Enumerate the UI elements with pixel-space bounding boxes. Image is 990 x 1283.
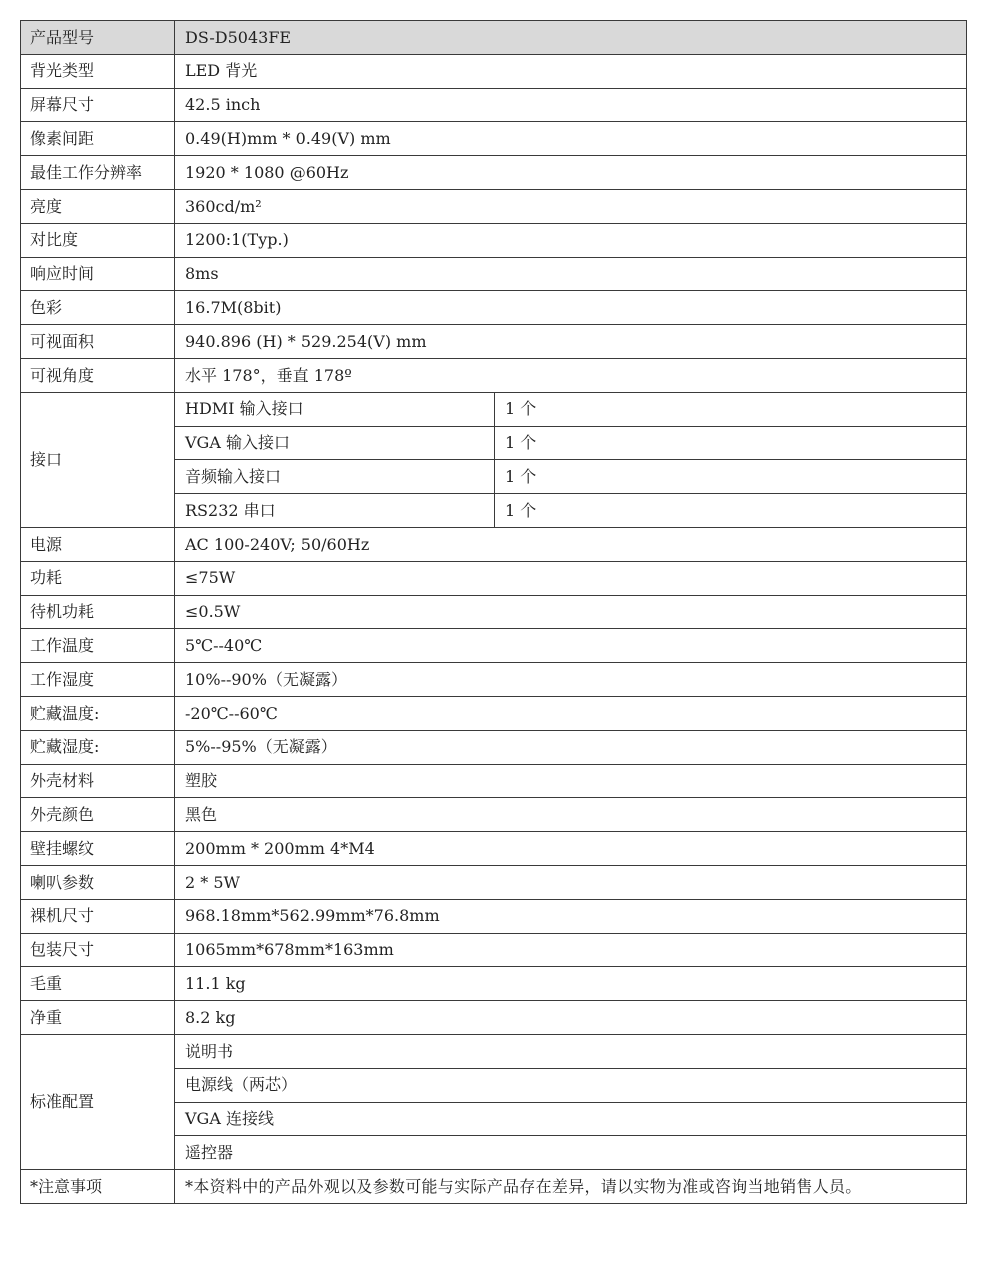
row-label: 响应时间: [21, 257, 175, 291]
table-row: [21, 358, 967, 392]
row-value: 11.1 kg: [175, 967, 967, 1001]
interface-name: RS232 串口: [175, 494, 495, 528]
row-label: 可视面积: [21, 325, 175, 359]
interface-name: HDMI 输入接口: [175, 392, 495, 426]
row-value: 8ms: [175, 257, 967, 291]
config-row: [21, 1034, 967, 1068]
row-value: 0.49(H)mm * 0.49(V) mm: [175, 122, 967, 156]
interface-name: 音频输入接口: [175, 460, 495, 494]
row-value: 1920 * 1080 @60Hz: [175, 156, 967, 190]
row-label: 壁挂螺纹: [21, 832, 175, 866]
row-label: 屏幕尺寸: [21, 88, 175, 122]
row-label: 喇叭参数: [21, 865, 175, 899]
row-label: 净重: [21, 1001, 175, 1035]
table-header-row: [21, 21, 967, 55]
row-label: 贮藏湿度:: [21, 730, 175, 764]
row-label: 外壳颜色: [21, 798, 175, 832]
row-value: 黑色: [175, 798, 967, 832]
config-label: 标准配置: [21, 1034, 175, 1169]
header-label: 产品型号: [21, 21, 175, 55]
row-value: 360cd/m²: [175, 189, 967, 223]
row-value: LED 背光: [175, 54, 967, 88]
row-label: 色彩: [21, 291, 175, 325]
row-label: 电源: [21, 527, 175, 561]
row-value: 5%--95%（无凝露）: [175, 730, 967, 764]
table-row: [21, 527, 967, 561]
row-label: 待机功耗: [21, 595, 175, 629]
table-row: [21, 764, 967, 798]
table-row: [21, 595, 967, 629]
row-value: 2 * 5W: [175, 865, 967, 899]
table-row: [21, 865, 967, 899]
table-row: [21, 156, 967, 190]
row-value: AC 100-240V; 50/60Hz: [175, 527, 967, 561]
row-value: 968.18mm*562.99mm*76.8mm: [175, 899, 967, 933]
table-row: [21, 832, 967, 866]
interface-count: 1 个: [495, 494, 967, 528]
table-row: [21, 967, 967, 1001]
header-value: DS-D5043FE: [175, 21, 967, 55]
row-value: 塑胶: [175, 764, 967, 798]
table-row: [21, 629, 967, 663]
row-value: 1200:1(Typ.): [175, 223, 967, 257]
row-label: 外壳材料: [21, 764, 175, 798]
row-value: 8.2 kg: [175, 1001, 967, 1035]
row-label: 包装尺寸: [21, 933, 175, 967]
interface-count: 1 个: [495, 426, 967, 460]
table-row: [21, 561, 967, 595]
row-value: 200mm * 200mm 4*M4: [175, 832, 967, 866]
row-value: -20℃--60℃: [175, 696, 967, 730]
row-label: 可视角度: [21, 358, 175, 392]
interface-count: 1 个: [495, 460, 967, 494]
table-row: [21, 189, 967, 223]
interface-name: VGA 输入接口: [175, 426, 495, 460]
table-row: [21, 798, 967, 832]
row-label: 最佳工作分辨率: [21, 156, 175, 190]
table-row: [21, 933, 967, 967]
row-label: 背光类型: [21, 54, 175, 88]
interface-count: 1 个: [495, 392, 967, 426]
row-label: 毛重: [21, 967, 175, 1001]
config-item: 遥控器: [175, 1136, 967, 1170]
table-row: [21, 899, 967, 933]
interface-label: 接口: [21, 392, 175, 527]
row-label: 工作温度: [21, 629, 175, 663]
notice-row: [21, 1170, 967, 1204]
table-row: [21, 1001, 967, 1035]
row-value: 940.896 (H) * 529.254(V) mm: [175, 325, 967, 359]
row-value: ≤75W: [175, 561, 967, 595]
row-value: 5℃--40℃: [175, 629, 967, 663]
row-value: ≤0.5W: [175, 595, 967, 629]
spec-table: [20, 20, 967, 1204]
row-value: 1065mm*678mm*163mm: [175, 933, 967, 967]
row-label: 对比度: [21, 223, 175, 257]
row-label: 亮度: [21, 189, 175, 223]
table-row: [21, 122, 967, 156]
row-label: 像素间距: [21, 122, 175, 156]
table-row: [21, 54, 967, 88]
row-label: 贮藏温度:: [21, 696, 175, 730]
row-value: 水平 178°，垂直 178º: [175, 358, 967, 392]
row-label: 功耗: [21, 561, 175, 595]
row-label: 裸机尺寸: [21, 899, 175, 933]
table-row: [21, 291, 967, 325]
table-row: [21, 663, 967, 697]
config-item: 电源线（两芯）: [175, 1068, 967, 1102]
row-value: 16.7M(8bit): [175, 291, 967, 325]
row-label: 工作湿度: [21, 663, 175, 697]
interface-row: [21, 392, 967, 426]
table-row: [21, 223, 967, 257]
notice-label: *注意事项: [21, 1170, 175, 1204]
table-row: [21, 730, 967, 764]
table-row: [21, 325, 967, 359]
config-item: 说明书: [175, 1034, 967, 1068]
config-item: VGA 连接线: [175, 1102, 967, 1136]
notice-text: *本资料中的产品外观以及参数可能与实际产品存在差异，请以实物为准或咨询当地销售人员。: [175, 1170, 967, 1204]
row-value: 42.5 inch: [175, 88, 967, 122]
table-row: [21, 257, 967, 291]
table-row: [21, 88, 967, 122]
row-value: 10%--90%（无凝露）: [175, 663, 967, 697]
table-row: [21, 696, 967, 730]
